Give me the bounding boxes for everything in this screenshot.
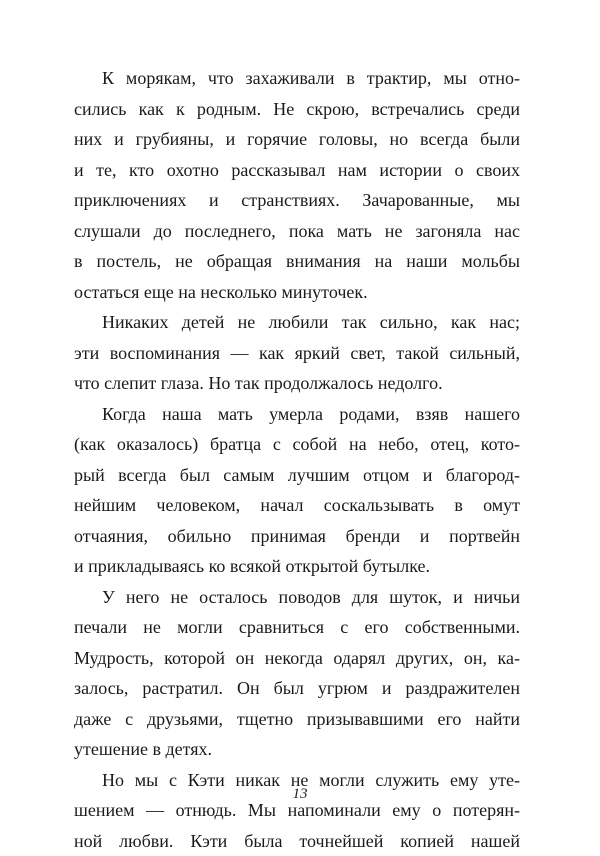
paragraph-2 <box>74 307 520 399</box>
text-line: залось, растратил. Он был угрюм и раздражителен <box>74 673 520 704</box>
text-line: слушали до последнего, пока мать не загоняла нас <box>74 216 520 247</box>
text-line: (как оказалось) братца с собой на небо, отец, кото- <box>74 429 520 460</box>
text-line: печали не могли сравниться с его собственными. <box>74 612 520 643</box>
text-line: утешение в детях. <box>74 734 520 765</box>
text-line: них и грубияны, и горячие головы, но всегда были <box>74 124 520 155</box>
text-line: даже с друзьями, тщетно призывавшими его найти <box>74 704 520 735</box>
text-line: Но мы с Кэти никак не могли служить ему уте- <box>74 765 520 796</box>
page-number: 13 <box>0 786 600 803</box>
text-line: У него не осталось поводов для шуток, и ничьи <box>74 582 520 613</box>
text-line: Мудрость, которой он некогда одарял других, он, ка- <box>74 643 520 674</box>
paragraph-1 <box>74 63 520 307</box>
text-line: рый всегда был самым лучшим отцом и благород- <box>74 460 520 491</box>
paragraph-4 <box>74 582 520 765</box>
text-line: шением — отнюдь. Мы напоминали ему о потерян- <box>74 795 520 826</box>
text-line: К морякам, что захаживали в трактир, мы отно- <box>74 63 520 94</box>
text-line: сились как к родным. Не скрою, встречались среди <box>74 94 520 125</box>
text-line: ной любви. Кэти была точнейшей копией нашей <box>74 826 520 856</box>
text-line: отчаяния, обильно принимая бренди и портвейн <box>74 521 520 552</box>
text-line: нейшим человеком, начал соскальзывать в омут <box>74 490 520 521</box>
text-line: и те, кто охотно рассказывал нам истории о своих <box>74 155 520 186</box>
page-text <box>74 63 520 856</box>
text-line: Когда наша мать умерла родами, взяв нашего <box>74 399 520 430</box>
text-line: приключениях и странствиях. Зачарованные, мы <box>74 185 520 216</box>
paragraph-3 <box>74 399 520 582</box>
text-line: эти воспоминания — как яркий свет, такой сильный, <box>74 338 520 369</box>
paragraph-5 <box>74 765 520 856</box>
text-line: остаться еще на несколько минуточек. <box>74 277 520 308</box>
text-line: Никаких детей не любили так сильно, как нас; <box>74 307 520 338</box>
text-line: что слепит глаза. Но так продолжалось недолго. <box>74 368 520 399</box>
text-line: и прикладываясь ко всякой открытой бутылке. <box>74 551 520 582</box>
text-line: в постель, не обращая внимания на наши мольбы <box>74 246 520 277</box>
